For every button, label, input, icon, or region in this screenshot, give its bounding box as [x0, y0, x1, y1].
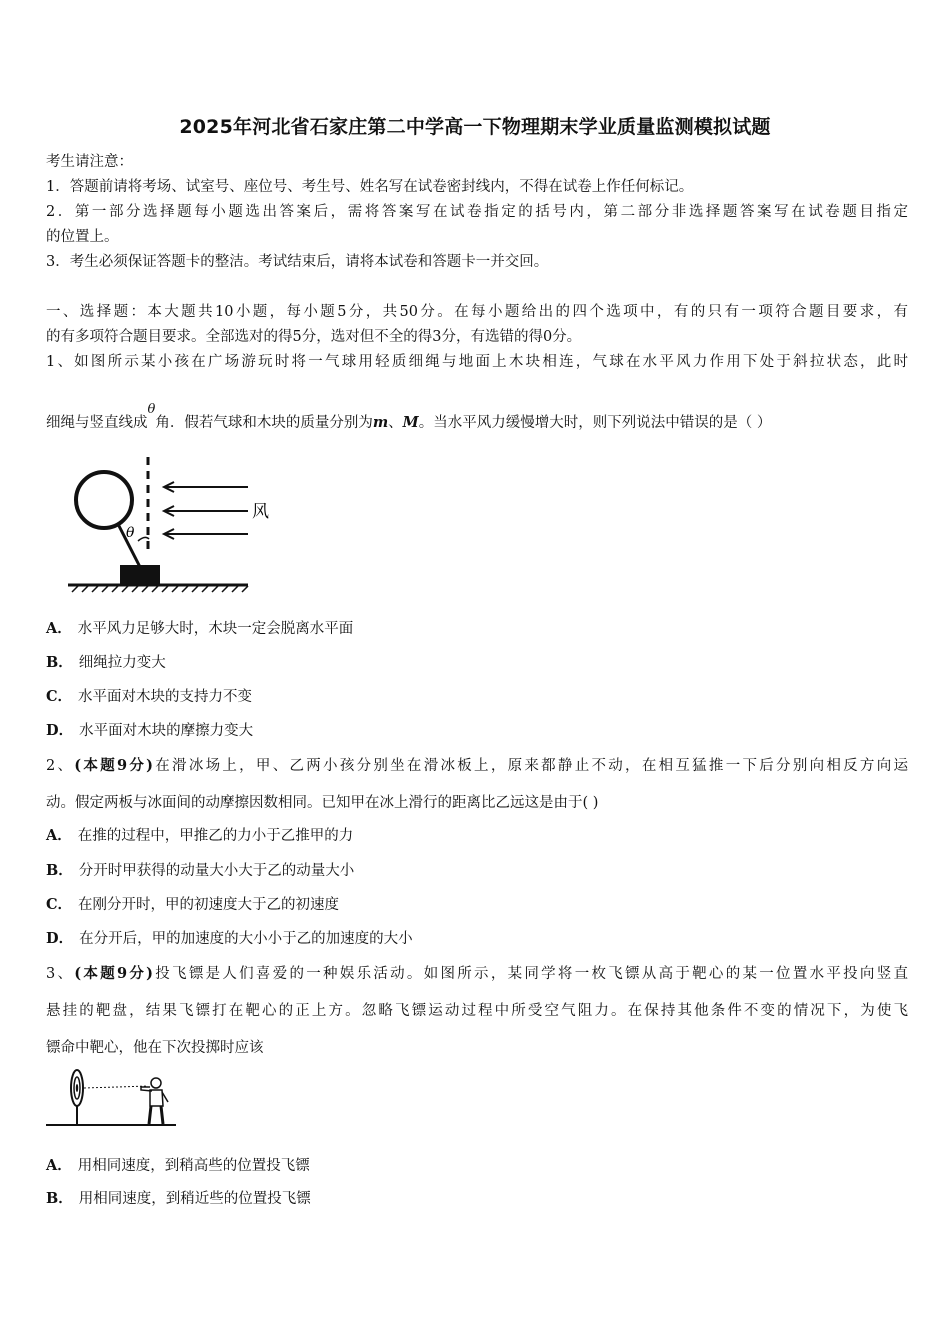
dart-path — [84, 1086, 148, 1088]
q1-option-a: A． 水平风力足够大时，木块一定会脱离水平面 — [46, 620, 354, 637]
angle-arc — [138, 537, 149, 541]
q3-stem-line-2: 悬挂的靶盘，结果飞镖打在靶心的正上方。忽略飞镖运动过程中所受空气阻力。在保持其他条件不变的情况下，为使飞 — [46, 1003, 908, 1019]
balloon-wind-figure — [60, 455, 280, 600]
q3-option-b: B． 用相同速度，到稍近些的位置投飞镖 — [46, 1190, 311, 1207]
q3-stem-line-3: 镖命中靶心，他在下次投掷时应该 — [46, 1040, 264, 1056]
q1-stem-line-1: 1、如图所示某小孩在广场游玩时将一气球用轻质细绳与地面上木块相连，气球在水平风力作用下处于斜拉状态，此时 — [46, 354, 908, 370]
q2-stem-line-2: 动。假定两板与冰面间的动摩擦因数相同。已知甲在冰上滑行的距离比乙远这是由于( ) — [46, 795, 599, 811]
mass-m: m — [372, 414, 389, 431]
notice-item-2: 2．第一部分选择题每小题选出答案后，需将答案写在试卷指定的括号内，第二部分非选择题答案写在试卷题目指定 — [46, 204, 908, 220]
q2-stem-line-1: 2、(本题9分)在滑冰场上，甲、乙两小孩分别坐在滑冰板上，原来都静止不动，在相互猛推一下后分别向相反方向运 — [46, 757, 908, 774]
q1-option-c: C． 水平面对木块的支持力不变 — [46, 688, 253, 705]
q1-stem-line-2 — [46, 402, 908, 434]
thrower-legs — [149, 1106, 163, 1124]
q3-option-a: A． 用相同速度，到稍高些的位置投飞镖 — [46, 1157, 310, 1174]
notice-item-3: 3．考生必须保证答题卡的整洁。考试结束后，请将本试卷和答题卡一并交回。 — [46, 254, 549, 270]
mass-M: M — [402, 414, 419, 431]
q1-stem-text-a: 细绳与竖直线成 — [46, 415, 148, 431]
page-title: 2025年河北省石家庄第二中学高一下物理期末学业质量监测模拟试题 — [179, 116, 771, 138]
q2-option-d: D． 在分开后，甲的加速度的大小小于乙的加速度的大小 — [46, 930, 413, 947]
bullseye — [76, 1084, 78, 1092]
notice-heading: 考生请注意： — [46, 154, 133, 170]
q1-stem-text-b: 角．假若气球和木块的质量分别为 — [155, 415, 373, 431]
theta-symbol: θ — [147, 402, 156, 417]
q1-option-d: D． 水平面对木块的摩擦力变大 — [46, 722, 254, 739]
wind-label: 风 — [252, 502, 269, 522]
q2-option-c: C． 在刚分开时，甲的初速度大于乙的初速度 — [46, 896, 340, 913]
q2-option-a: A． 在推的过程中，甲推乙的力小于乙推甲的力 — [46, 827, 354, 844]
thrower-body — [150, 1090, 163, 1106]
q3-stem-line-1: 3、(本题9分)投飞镖是人们喜爱的一种娱乐活动。如图所示，某同学将一枚飞镖从高于靶心的某一位置水平投向竖直 — [46, 965, 908, 982]
wood-block — [120, 565, 160, 585]
q2-option-b: B． 分开时甲获得的动量大小大于乙的动量大小 — [46, 862, 355, 879]
notice-item-1: 1．答题前请将考场、试室号、座位号、考生号、姓名写在试卷密封线内，不得在试卷上作任何标记。 — [46, 179, 694, 195]
section-intro-line-1: 一、选择题：本大题共10小题，每小题5分，共50分。在每小题给出的四个选项中，有的只有一项符合题目要求，有 — [46, 304, 908, 320]
ground-hatching — [72, 586, 248, 592]
balloon — [76, 472, 132, 528]
q1-stem-text-c: 。当水平风力缓慢增大时，则下列说法中错误的是（ ） — [418, 415, 772, 431]
dart-throw-figure — [44, 1066, 179, 1132]
mass-separator: 、 — [388, 415, 403, 431]
section-intro-line-2: 的有多项符合题目要求。全部选对的得5分，选对但不全的得3分，有选错的得0分。 — [46, 329, 582, 345]
notice-item-2-cont: 的位置上。 — [46, 229, 119, 245]
angle-label: θ — [126, 525, 135, 541]
thrower-head — [151, 1078, 161, 1088]
q1-option-b: B． 细绳拉力变大 — [46, 654, 166, 671]
